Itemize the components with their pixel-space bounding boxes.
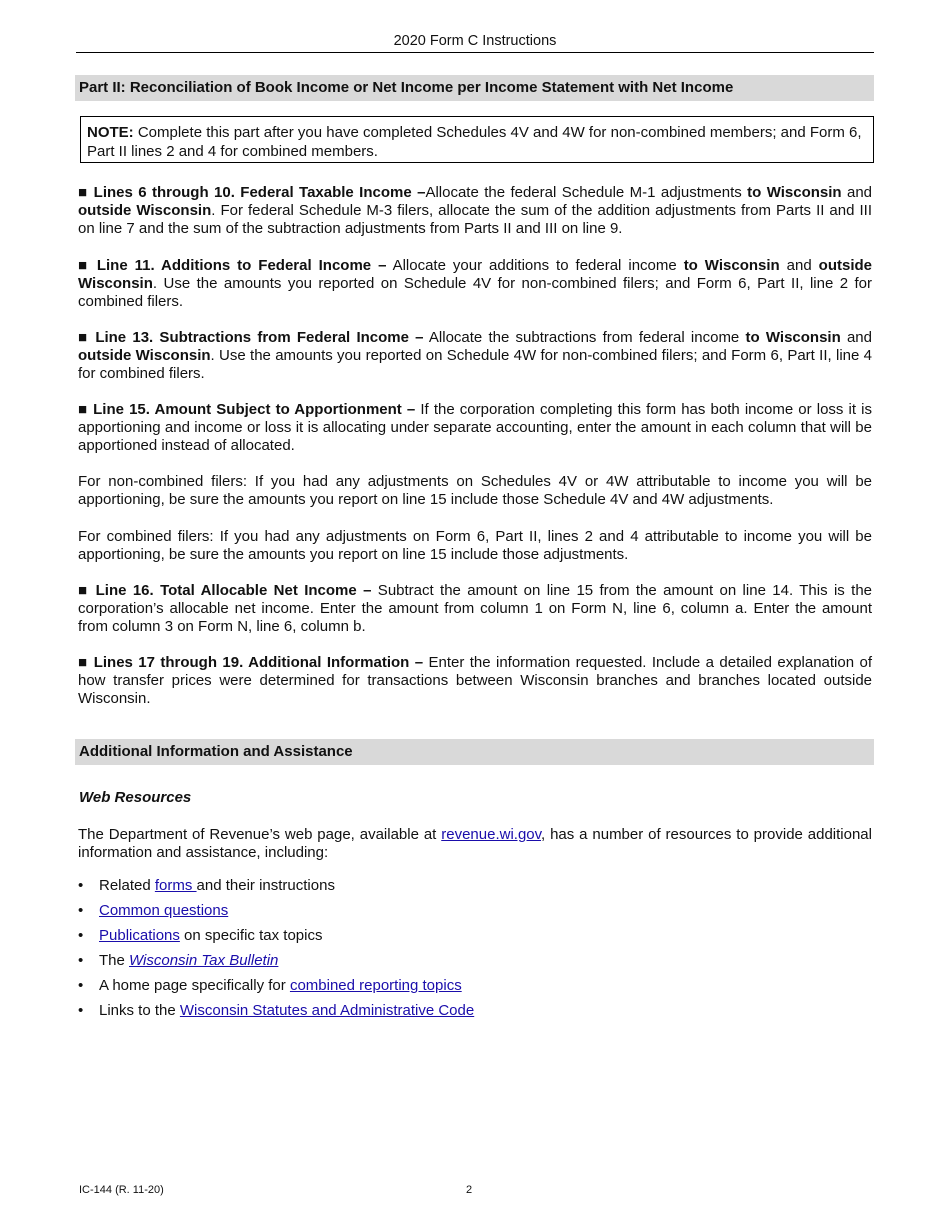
para-text: Allocate your additions to federal income: [386, 257, 684, 274]
bullet-icon: •: [78, 952, 84, 969]
paragraph-line-15: [78, 401, 872, 455]
web-resources-heading: Web Resources: [79, 789, 192, 806]
para-label: ■ Line 15. Amount Subject to Apportionment –: [78, 401, 416, 418]
note-label: NOTE:: [87, 124, 134, 141]
paragraph-combined: For combined filers: If you had any adjustments on Form 6, Part II, lines 2 and 4 attributable to income you will be apportioning, be sure the amounts you report on line 15 include those adjustments.: [78, 528, 872, 563]
tax-bulletin-link[interactable]: Wisconsin Tax Bulletin: [129, 952, 279, 969]
para-text: . For federal Schedule M-3 filers, allocate the sum of the addition adjustments from Parts II and III on line 7 and the sum of the subtraction adjustments from Parts II and III on line 9.: [78, 202, 872, 237]
common-questions-link[interactable]: Common questions: [99, 902, 229, 919]
bullet-icon: •: [78, 877, 84, 894]
para-text: Enter the information requested. Include a detailed explanation of how transfer prices were determined for transactions between Wisconsin branches and branches located outside Wisconsin.: [78, 654, 872, 707]
combined-reporting-link[interactable]: combined reporting topics: [289, 977, 462, 994]
para-text: . Use the amounts you reported on Schedule 4W for non-combined filers; and Form 6, Part II, line 4 for combined filers.: [78, 347, 872, 382]
page-number: 2: [466, 1184, 473, 1196]
section-heading-part-2: Part II: Reconciliation of Book Income or Net Income per Income Statement with Net Income: [75, 75, 874, 101]
para-text: If the corporation completing this form has both income or loss it is apportioning and income or loss it is allocating under separate accounting, enter the amount in each column that will be apportioned instead of allocated.: [78, 401, 872, 454]
item-text: on specific tax topics: [179, 927, 323, 944]
note-text: Complete this part after you have completed Schedules 4V and 4W for non-combined members; and Form 6, Part II lines 2 and 4 for combined members.: [87, 124, 862, 160]
para-text: . Use the amounts you reported on Schedule 4V for non-combined filers; and Form 6, Part II, line 2 for combined filers.: [78, 275, 872, 310]
para-bold: to Wisconsin: [745, 329, 841, 346]
list-item: [78, 927, 474, 952]
revenue-link[interactable]: revenue.wi.gov: [441, 826, 542, 843]
publications-link[interactable]: Publications: [99, 927, 180, 944]
para-text: The Department of Revenue’s web page, available at: [78, 826, 442, 843]
header-rule: [76, 52, 874, 53]
list-item: [78, 977, 474, 1002]
paragraph-line-11: [78, 257, 872, 311]
list-item: [78, 902, 474, 927]
item-text: Related: [99, 877, 155, 894]
statutes-link[interactable]: Wisconsin Statutes and Administrative Code: [179, 1002, 475, 1019]
paragraph-lines-17-19: [78, 654, 872, 708]
bullet-icon: •: [78, 902, 84, 919]
item-text: Links to the: [99, 1002, 180, 1019]
para-label: ■ Lines 17 through 19. Additional Information –: [78, 654, 424, 671]
item-text: and their instructions: [196, 877, 335, 894]
para-label: ■ Lines 6 through 10. Federal Taxable Income –: [78, 184, 426, 201]
paragraph-non-combined: For non-combined filers: If you had any adjustments on Schedules 4V or 4W attributable to income you will be apportioning, be sure the amounts you report on line 15 include those Schedule 4V and 4W adjustments.: [78, 473, 872, 508]
list-item: [78, 952, 474, 977]
para-label: ■ Line 16. Total Allocable Net Income –: [78, 582, 372, 599]
para-text: and: [841, 184, 872, 201]
form-id: IC-144 (R. 11-20): [79, 1184, 164, 1196]
list-item: [78, 1002, 474, 1027]
page-header-title: 2020 Form C Instructions: [393, 33, 557, 49]
para-label: ■ Line 13. Subtractions from Federal Income –: [78, 329, 424, 346]
para-bold: outside Wisconsin: [78, 347, 211, 364]
forms-link[interactable]: forms: [154, 877, 197, 894]
para-bold: to Wisconsin: [683, 257, 780, 274]
para-bold: to Wisconsin: [747, 184, 842, 201]
section-heading-additional-info: Additional Information and Assistance: [75, 739, 874, 765]
para-text: Allocate the subtractions from federal income: [423, 329, 746, 346]
para-text: and: [779, 257, 819, 274]
paragraph-web-intro: [78, 826, 872, 862]
para-text: and: [840, 329, 872, 346]
para-text: , has a number of resources to provide additional information and assistance, including:: [78, 826, 872, 861]
item-text: A home page specifically for: [99, 977, 290, 994]
paragraph-lines-6-10: [78, 184, 872, 238]
para-text: Allocate the federal Schedule M-1 adjustments: [425, 184, 748, 201]
para-label: ■ Line 11. Additions to Federal Income –: [78, 257, 387, 274]
bullet-icon: •: [78, 927, 84, 944]
para-bold: outside Wisconsin: [78, 257, 872, 292]
para-bold: outside Wisconsin: [78, 202, 212, 219]
note-box: [80, 116, 874, 163]
resource-list: [78, 877, 474, 1027]
item-text: The: [99, 952, 130, 969]
paragraph-line-13: [78, 329, 872, 383]
paragraph-line-16: [78, 582, 872, 636]
bullet-icon: •: [78, 1002, 84, 1019]
para-text: Subtract the amount on line 15 from the amount on line 14. This is the corporation’s allocable net income. Enter the amount from column 1 on Form N, line 6, column a. Enter the amount from column 3 on Form N, line 6, column b.: [78, 582, 873, 635]
list-item: [78, 877, 474, 902]
bullet-icon: •: [78, 977, 84, 994]
